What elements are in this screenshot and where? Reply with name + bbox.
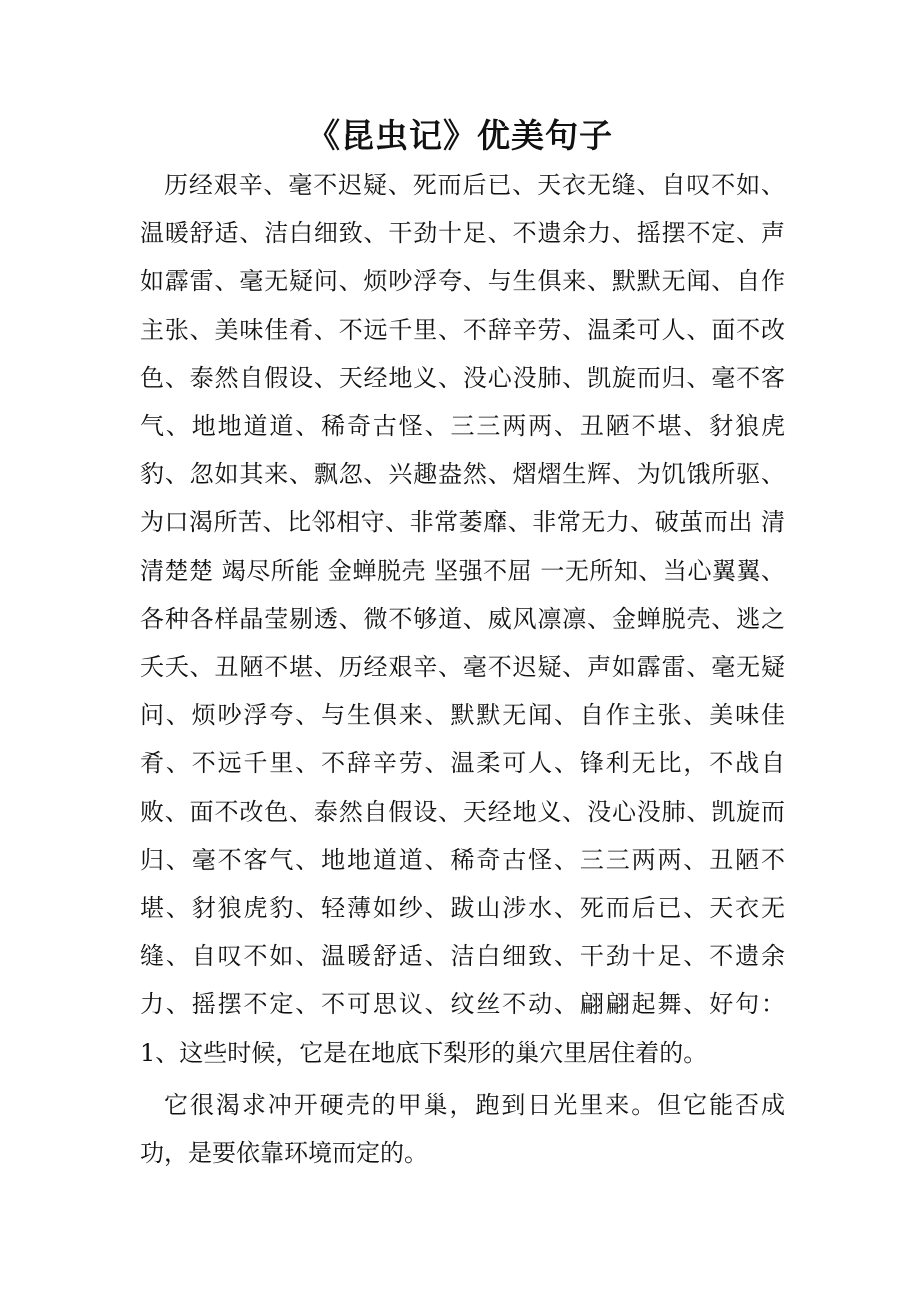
paragraph-1: 历经艰辛、毫不迟疑、死而后已、天衣无缝、自叹不如、温暖舒适、洁白细致、干劲十足、不遗余力、摇摆不定、声如霹雷、毫无疑问、烦吵浮夸、与生俱来、默默无闻、自作主张、美味佳肴、不远千里、不辞辛劳、温柔可人、面不改色、泰然自假设、天经地义、没心没肺、凯旋而归、毫不客气、地地道道、稀奇古怪、三三两两、丑陋不堪、豺狼虎豹、忽如其来、飘忽、兴趣盎然、熠熠生辉、为饥饿所驱、为口渴所苦、比邻相守、非常萎靡、非常无力、破茧而出 清清楚楚 竭尽所能 金蝉脱壳 坚强不屈 一无所知、当心翼翼、各种各样晶莹剔透、微不够道、威风凛凛、金蝉脱壳、逃之夭夭、丑陋不堪、历经艰辛、毫不迟疑、声如霹雷、毫无疑问、烦吵浮夸、与生俱来、默默无闻、自作主张、美味佳肴、不远千里、不辞辛劳、温柔可人、锋利无比，不战自败、面不改色、泰然自假设、天经地义、没心没肺、凯旋而归、毫不客气、地地道道、稀奇古怪、三三两两、丑陋不堪、豺狼虎豹、轻薄如纱、跋山涉水、死而后已、天衣无缝、自叹不如、温暖舒适、洁白细致、干劲十足、不遗余力、摇摆不定、不可思议、纹丝不动、翩翩起舞、好句： 1、这些时候，它是在地底下梨形的巢穴里居住着的。 (140, 171, 785, 1067)
document-title: 《昆虫记》优美句子 (307, 116, 613, 155)
paragraph-2: 它很渴求冲开硬壳的甲巢，跑到日光里来。但它能否成功，是要依靠环境而定的。 (140, 1091, 785, 1168)
